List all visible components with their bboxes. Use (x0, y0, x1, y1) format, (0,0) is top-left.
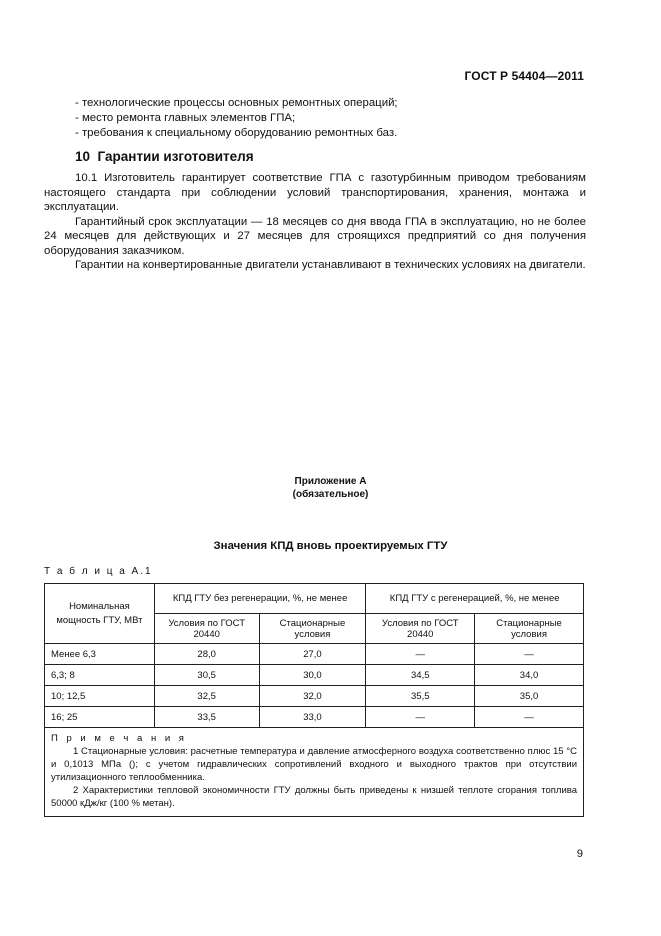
requirements-list (75, 96, 398, 141)
table-row (45, 644, 584, 665)
section-heading (75, 149, 254, 164)
table-cell: 34,5 (366, 665, 475, 686)
document-standard-header: ГОСТ Р 54404—2011 (464, 69, 584, 83)
table-title: Значения КПД вновь проектируемых ГТУ (213, 540, 448, 552)
subheader-gost: Условия по ГОСТ 20440 (154, 614, 259, 644)
table-cell: 34,0 (475, 665, 584, 686)
table-row (45, 665, 584, 686)
table-cell: 33,5 (154, 707, 259, 728)
table-cell: — (475, 707, 584, 728)
table-label: Т а б л и ц а А.1 (44, 566, 153, 577)
table-cell: 28,0 (154, 644, 259, 665)
table-cell: — (366, 707, 475, 728)
table-cell: 32,5 (154, 686, 259, 707)
table-cell: 35,0 (475, 686, 584, 707)
appendix-heading (0, 475, 661, 501)
table-notes (45, 728, 584, 817)
section-number: 10 (75, 149, 91, 164)
column-group-no-regeneration: КПД ГТУ без регенерации, %, не менее (154, 584, 366, 614)
table-row (45, 707, 584, 728)
subheader-gost: Условия по ГОСТ 20440 (366, 614, 475, 644)
page-number: 9 (576, 848, 583, 860)
paragraph: Гарантийный срок эксплуатации — 18 месяцев со дня ввода ГПА в эксплуатацию, но не более 24 месяцев для действующих и 27 месяцев для строящихся предприятий со дня получения оборудования заказчиком. (44, 215, 586, 257)
table-cell: 30,0 (259, 665, 366, 686)
table-cell: — (475, 644, 584, 665)
table-notes-row (45, 728, 584, 817)
notes-header: П р и м е ч а н и я (51, 733, 187, 744)
list-item: - требования к специальному оборудованию ремонтных баз. (75, 127, 398, 139)
subheader-stationary: Стационарные условия (475, 614, 584, 644)
paragraph: Гарантии на конвертированные двигатели устанавливают в технических условиях на двигатели. (75, 259, 586, 271)
section-title: Гарантии изготовителя (97, 149, 254, 164)
appendix-status: (обязательное) (292, 489, 369, 500)
table-cell: 32,0 (259, 686, 366, 707)
table-cell: Менее 6,3 (45, 644, 155, 665)
table-cell: 27,0 (259, 644, 366, 665)
table-cell: 33,0 (259, 707, 366, 728)
list-item: - место ремонта главных элементов ГПА; (75, 112, 296, 124)
column-header-power: Номинальная мощность ГТУ, МВт (45, 584, 155, 644)
section-body (44, 171, 586, 273)
list-item: - технологические процессы основных ремонтных операций; (75, 97, 398, 109)
subheader-stationary: Стационарные условия (259, 614, 366, 644)
table-cell: 35,5 (366, 686, 475, 707)
paragraph: 10.1 Изготовитель гарантирует соответствие ГПА с газотурбинным приводом требованиям настоящего стандарта при соблюдении условий транспортирования, хранения, монтажа и эксплуатации. (44, 172, 586, 213)
table-cell: 10; 12,5 (45, 686, 155, 707)
table-cell: 30,5 (154, 665, 259, 686)
table-cell: 16; 25 (45, 707, 155, 728)
efficiency-table (44, 583, 584, 817)
column-group-regeneration: КПД ГТУ с регенерацией, %, не менее (366, 584, 584, 614)
table-cell: 6,3; 8 (45, 665, 155, 686)
note-item: 1 Стационарные условия: расчетные температура и давление атмосферного воздуха соответственно плюс 15 °С и 0,1013 МПа (); с учетом гидравлических сопротивлений входного и выходного трактов при отсутствии утилизационного теплообменника. (51, 746, 577, 783)
note-item: 2 Характеристики тепловой экономичности ГТУ должны быть приведены к низшей теплоте сгорания топлива 50000 кДж/кг (100 % метан). (51, 785, 577, 809)
appendix-title: Приложение А (294, 476, 367, 487)
table-cell: — (366, 644, 475, 665)
table-row (45, 686, 584, 707)
